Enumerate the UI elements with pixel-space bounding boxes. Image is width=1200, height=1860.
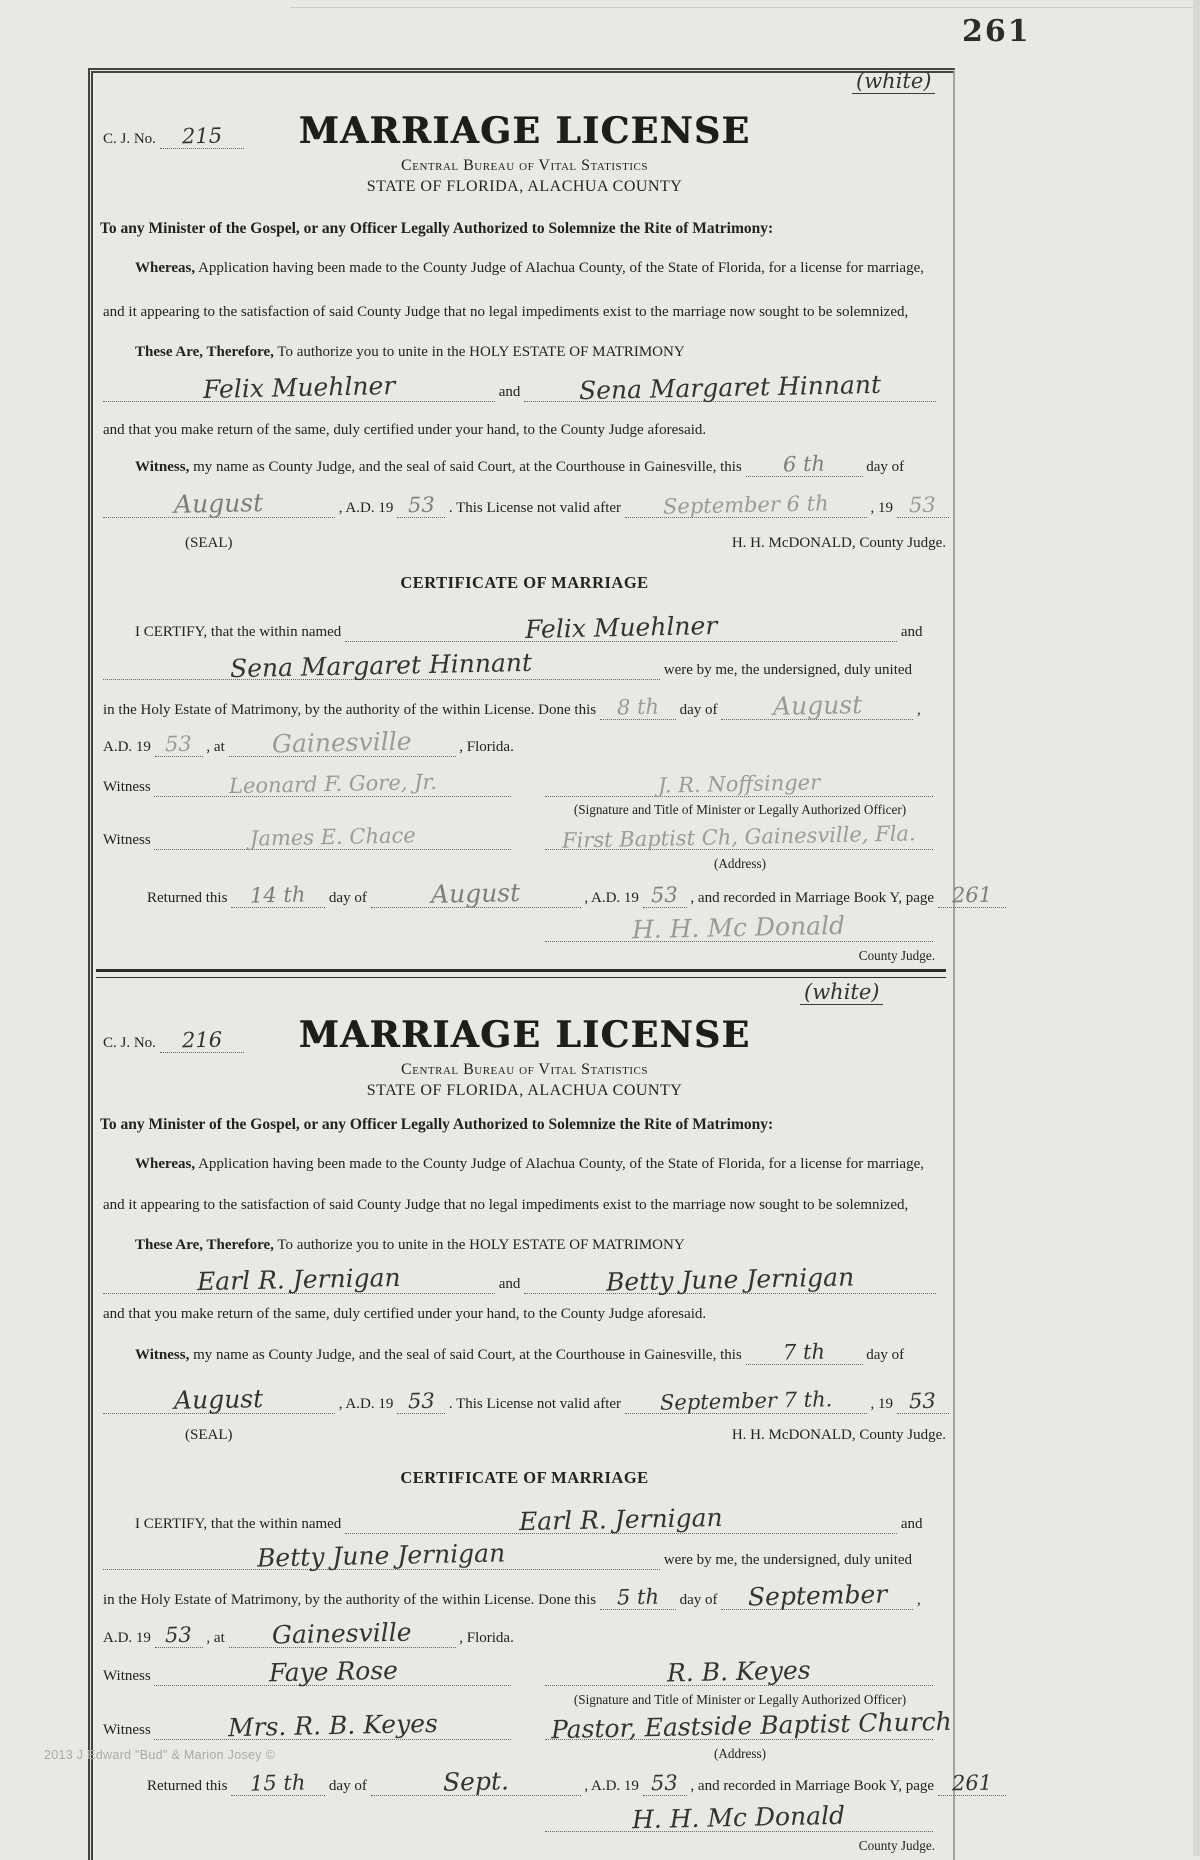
license-separator-rule [96,969,946,978]
note-white-handwriting: (white) [852,69,935,94]
day-of-label-2: day of [679,702,718,718]
returned-month: August [430,878,521,909]
done-month-field [721,1579,913,1612]
cert-bride-name: Sena Margaret Hinnant [230,647,533,684]
recorded-tail: , and recorded in Marriage Book Y, page [690,1778,935,1794]
return-sentence: and that you make return of the same, duly certified under your hand, to the County Judge aforesaid. [103,1306,707,1322]
done-month-field [721,690,913,721]
witness1-line [103,769,511,799]
bride-name: Sena Margaret Hinnant [578,369,882,406]
comma-token: , [917,1592,921,1608]
holy-lead: in the Holy Estate of Matrimony, by the authority of the within License. Done this [103,1592,597,1608]
officiant-field [545,1655,933,1688]
comma19-label: , 19 [870,500,894,516]
bride-name: Betty June Jernigan [605,1262,855,1297]
day-of-label-2: day of [679,1592,718,1608]
ad19-label-2: , A.D. 19 [584,1778,639,1794]
cj-number-line [103,123,244,149]
were-by-text: were by me, the undersigned, duly united [663,662,913,678]
comma19-label: , 19 [870,1396,894,1412]
not-valid-label: . This License not valid after [448,1396,622,1412]
book-page: 261 [951,882,993,908]
witness-year-field [397,1388,445,1414]
cert-bride-field [103,1538,660,1573]
done-year-field [155,1622,203,1648]
witness-year-field [397,492,445,518]
cj-label: C. J. No. [103,1035,156,1051]
witness2-line [103,823,511,851]
book-page-field [938,1770,1006,1796]
cert-bride-name: Betty June Jernigan [257,1538,506,1573]
cj-number-field [160,1027,244,1053]
cert-bride-line [103,647,913,684]
salutation: To any Minister of the Gospel, or any Officer Legally Authorized to Solemnize the Rite of Matrimony: [100,220,774,237]
witness2-field [154,823,511,851]
whereas-line-1 [103,259,924,278]
judge-signature-line [545,910,935,945]
returned-day-field [231,882,325,908]
margin-note [852,69,935,94]
florida-label: , Florida. [459,1630,514,1646]
cert-bride-line [103,1538,913,1573]
witness1-field [154,1655,511,1688]
done-year-field [155,731,203,757]
scan-watermark: 2013 J Edward "Bud" & Marion Josey © [44,1748,276,1762]
returned-lead: Returned this [147,1778,228,1794]
certify-line [103,1502,923,1537]
witness-bold: Witness, [135,459,190,475]
ad19b-label: A.D. 19 [103,1630,151,1646]
witness-day: 6 th [782,451,826,477]
done-this-line [103,690,921,721]
witness2-label: Witness [103,1722,151,1738]
witness2-field [154,1708,511,1743]
at-label: , at [206,1630,225,1646]
done-day-field [600,1584,676,1610]
cj-number-field [160,123,244,149]
seal-line [103,534,946,553]
done-at-line [103,726,514,759]
returned-day-field [231,1770,325,1796]
done-day-field [600,694,676,720]
not-valid-year: 53 [909,1388,937,1414]
done-month: September [747,1579,888,1612]
done-city-field [229,726,456,759]
whereas-line-2: and it appearing to the satisfaction of said County Judge that no legal impediments exist to the marriage now sought to be solemnized, [103,304,909,320]
were-by-text: were by me, the undersigned, duly united [663,1552,913,1568]
seal-label: (SEAL) [185,1427,233,1443]
officiant-address: First Baptist Ch, Gainesville, Fla. [561,821,917,853]
witness2-name: James E. Chace [249,823,417,851]
valid-until-line [103,1384,949,1415]
not-valid-label: . This License not valid after [448,500,622,516]
day-of-label-3: day of [328,1778,367,1794]
judge-printed-name: H. H. McDONALD, County Judge. [731,1427,946,1443]
license-title: MARRIAGE LICENSE [298,110,751,152]
witness-day-field [746,451,863,477]
witness-month-field [103,488,335,519]
witness-day-field [746,1339,863,1365]
cert-bride-field [103,647,660,684]
witness2-line [103,1708,511,1743]
whereas-bold: Whereas, [135,260,196,276]
whereas-line-1 [103,1155,924,1174]
judge-signature: H. H. Mc Donald [632,910,846,945]
not-valid-date-field [625,491,867,519]
returned-year-field [643,1770,687,1796]
cj-number-value: 215 [181,123,222,149]
witness-year: 53 [407,1388,435,1414]
not-valid-date: September 6 th [662,491,829,519]
done-city: Gainesville [271,726,413,759]
officiant-address-line [545,1706,953,1745]
groom-name-field [103,1262,495,1297]
returned-month: Sept. [442,1766,509,1797]
seal-line [103,1426,946,1445]
and-word: and [498,384,521,400]
note-white-handwriting: (white) [800,980,883,1005]
officiant-signature: J. R. Noffsinger [657,770,821,798]
valid-until-line [103,488,949,519]
ad19-label: , A.D. 19 [338,1396,394,1412]
witness-date-line [103,1339,905,1365]
cert-groom-name: Felix Muehlner [524,610,718,645]
returned-line [103,1766,1006,1797]
returned-day: 14 th [250,882,307,908]
witness1-field [154,769,511,799]
done-this-line [103,1579,921,1612]
not-valid-date-field [625,1387,867,1415]
officiant-address-field [545,821,933,853]
these-are-rest: To authorize you to unite in the HOLY ESTATE OF MATRIMONY [277,344,685,360]
witness-rest: my name as County Judge, and the seal of said Court, at the Courthouse in Gainesville, this [193,1347,742,1363]
officiant-field [545,770,933,798]
done-day: 8 th [616,694,660,720]
and-word-2: and [900,624,923,640]
seal-label: (SEAL) [185,535,233,551]
returned-year: 53 [651,1770,679,1796]
cj-label: C. J. No. [103,131,156,147]
witness1-name: Faye Rose [268,1655,398,1688]
address-caption: (Address) [713,856,766,871]
these-are-bold: These Are, Therefore, [135,344,274,360]
day-of-label-3: day of [328,890,367,906]
witness1-line [103,1655,511,1688]
scan-artifact-line [290,7,1200,8]
done-city-field [229,1617,456,1650]
signature-caption: (Signature and Title of Minister or Legally Authorized Officer) [573,1692,907,1707]
salutation: To any Minister of the Gospel, or any Officer Legally Authorized to Solemnize the Rite of Matrimony: [100,1116,774,1133]
and-word: and [498,1276,521,1292]
state-line: STATE OF FLORIDA, ALACHUA COUNTY [366,178,683,195]
certificate-title: CERTIFICATE OF MARRIAGE [400,1468,649,1487]
bureau-subtitle: Central Bureau of Vital Statistics [401,1061,648,1078]
officiant-signature: R. B. Keyes [666,1655,812,1688]
cj-number-value: 216 [181,1027,222,1053]
cert-groom-name: Earl R. Jernigan [518,1502,724,1537]
names-line [103,369,936,406]
witness1-name: Leonard F. Gore, Jr. [228,769,438,799]
whereas-rest: Application having been made to the County Judge of Alachua County, of the State of Florida, for a license for marriage, [198,260,924,276]
officiant-signature-line [545,770,935,798]
officiant-address-line [545,821,935,853]
done-at-line [103,1617,514,1650]
not-valid-date: September 7 th. [659,1387,833,1415]
license-title: MARRIAGE LICENSE [298,1014,751,1056]
not-valid-year-field [897,1388,949,1414]
recorded-tail: , and recorded in Marriage Book Y, page [690,890,935,906]
groom-name: Felix Muehlner [202,370,396,405]
certificate-title: CERTIFICATE OF MARRIAGE [400,573,649,592]
returned-month-field [371,878,581,909]
names-line [103,1262,936,1297]
witness-month-field [103,1384,335,1415]
officiant-address-field [545,1706,953,1745]
ad19b-label: A.D. 19 [103,739,151,755]
state-line: STATE OF FLORIDA, ALACHUA COUNTY [366,1082,683,1099]
at-label: , at [206,739,225,755]
county-judge-caption: County Judge. [858,948,935,963]
done-year: 53 [165,731,193,757]
book-page: 261 [951,1770,993,1796]
witness-date-line [103,451,905,477]
witness1-label: Witness [103,1668,151,1684]
done-year: 53 [165,1622,193,1648]
judge-printed-name: H. H. McDONALD, County Judge. [731,535,946,551]
signature-caption: (Signature and Title of Minister or Legally Authorized Officer) [573,802,907,817]
witness-bold: Witness, [135,1347,190,1363]
bureau-subtitle: Central Bureau of Vital Statistics [401,157,648,174]
day-of-label: day of [866,1347,905,1363]
witness-year: 53 [407,492,435,518]
judge-signature-line [545,1800,935,1835]
these-are-rest: To authorize you to unite in the HOLY ESTATE OF MATRIMONY [277,1237,685,1253]
whereas-rest: Application having been made to the County Judge of Alachua County, of the State of Florida, for a license for marriage, [198,1156,924,1172]
book-page-field [938,882,1006,908]
these-are-line [103,1236,685,1255]
returned-year-field [643,882,687,908]
bride-name-field [524,1262,936,1297]
officiant-address: Pastor, Eastside Baptist Church [550,1706,953,1745]
groom-name-field [103,370,495,405]
cj-number-line [103,1027,244,1053]
certify-lead: I CERTIFY, that the within named [135,1516,342,1532]
page-number: 261 [962,14,1031,49]
license-1 [0,68,1200,970]
groom-name: Earl R. Jernigan [196,1262,402,1297]
these-are-line [103,343,685,362]
return-sentence: and that you make return of the same, duly certified under your hand, to the County Judge aforesaid. [103,422,707,438]
and-word-2: and [900,1516,923,1532]
whereas-line-2: and it appearing to the satisfaction of said County Judge that no legal impediments exist to the marriage now sought to be solemnized, [103,1197,909,1213]
holy-lead: in the Holy Estate of Matrimony, by the authority of the within License. Done this [103,702,597,718]
officiant-signature-line [545,1655,935,1688]
done-city: Gainesville [271,1617,413,1650]
returned-line [103,878,1006,909]
witness-month: August [174,1384,264,1415]
witness1-label: Witness [103,779,151,795]
done-day: 5 th [616,1584,660,1610]
certify-line [103,610,923,645]
returned-year: 53 [651,882,679,908]
judge-signature-field [545,1800,933,1835]
florida-label: , Florida. [459,739,514,755]
ad19-label-2: , A.D. 19 [584,890,639,906]
returned-month-field [371,1766,581,1797]
not-valid-year-field [897,492,949,518]
returned-day: 15 th [250,1770,307,1796]
certify-lead: I CERTIFY, that the within named [135,624,342,640]
day-of-label: day of [866,459,905,475]
witness2-name: Mrs. R. B. Keyes [227,1708,439,1743]
whereas-bold: Whereas, [135,1156,196,1172]
license-2 [0,980,1200,1856]
these-are-bold: These Are, Therefore, [135,1237,274,1253]
done-month: August [772,690,863,721]
judge-signature-field [545,910,933,945]
returned-lead: Returned this [147,890,228,906]
bride-name-field [524,369,936,406]
address-caption: (Address) [713,1746,766,1761]
witness2-label: Witness [103,832,151,848]
cert-groom-field [345,1502,897,1537]
comma-token: , [917,702,921,718]
cert-groom-field [345,610,897,645]
county-judge-caption: County Judge. [858,1838,935,1853]
judge-signature: H. H. Mc Donald [632,1800,846,1835]
ad19-label: , A.D. 19 [338,500,394,516]
witness-rest: my name as County Judge, and the seal of said Court, at the Courthouse in Gainesville, this [193,459,742,475]
not-valid-year: 53 [909,492,937,518]
margin-note [800,980,883,1005]
witness-month: August [174,488,264,519]
witness-day: 7 th [782,1339,826,1365]
